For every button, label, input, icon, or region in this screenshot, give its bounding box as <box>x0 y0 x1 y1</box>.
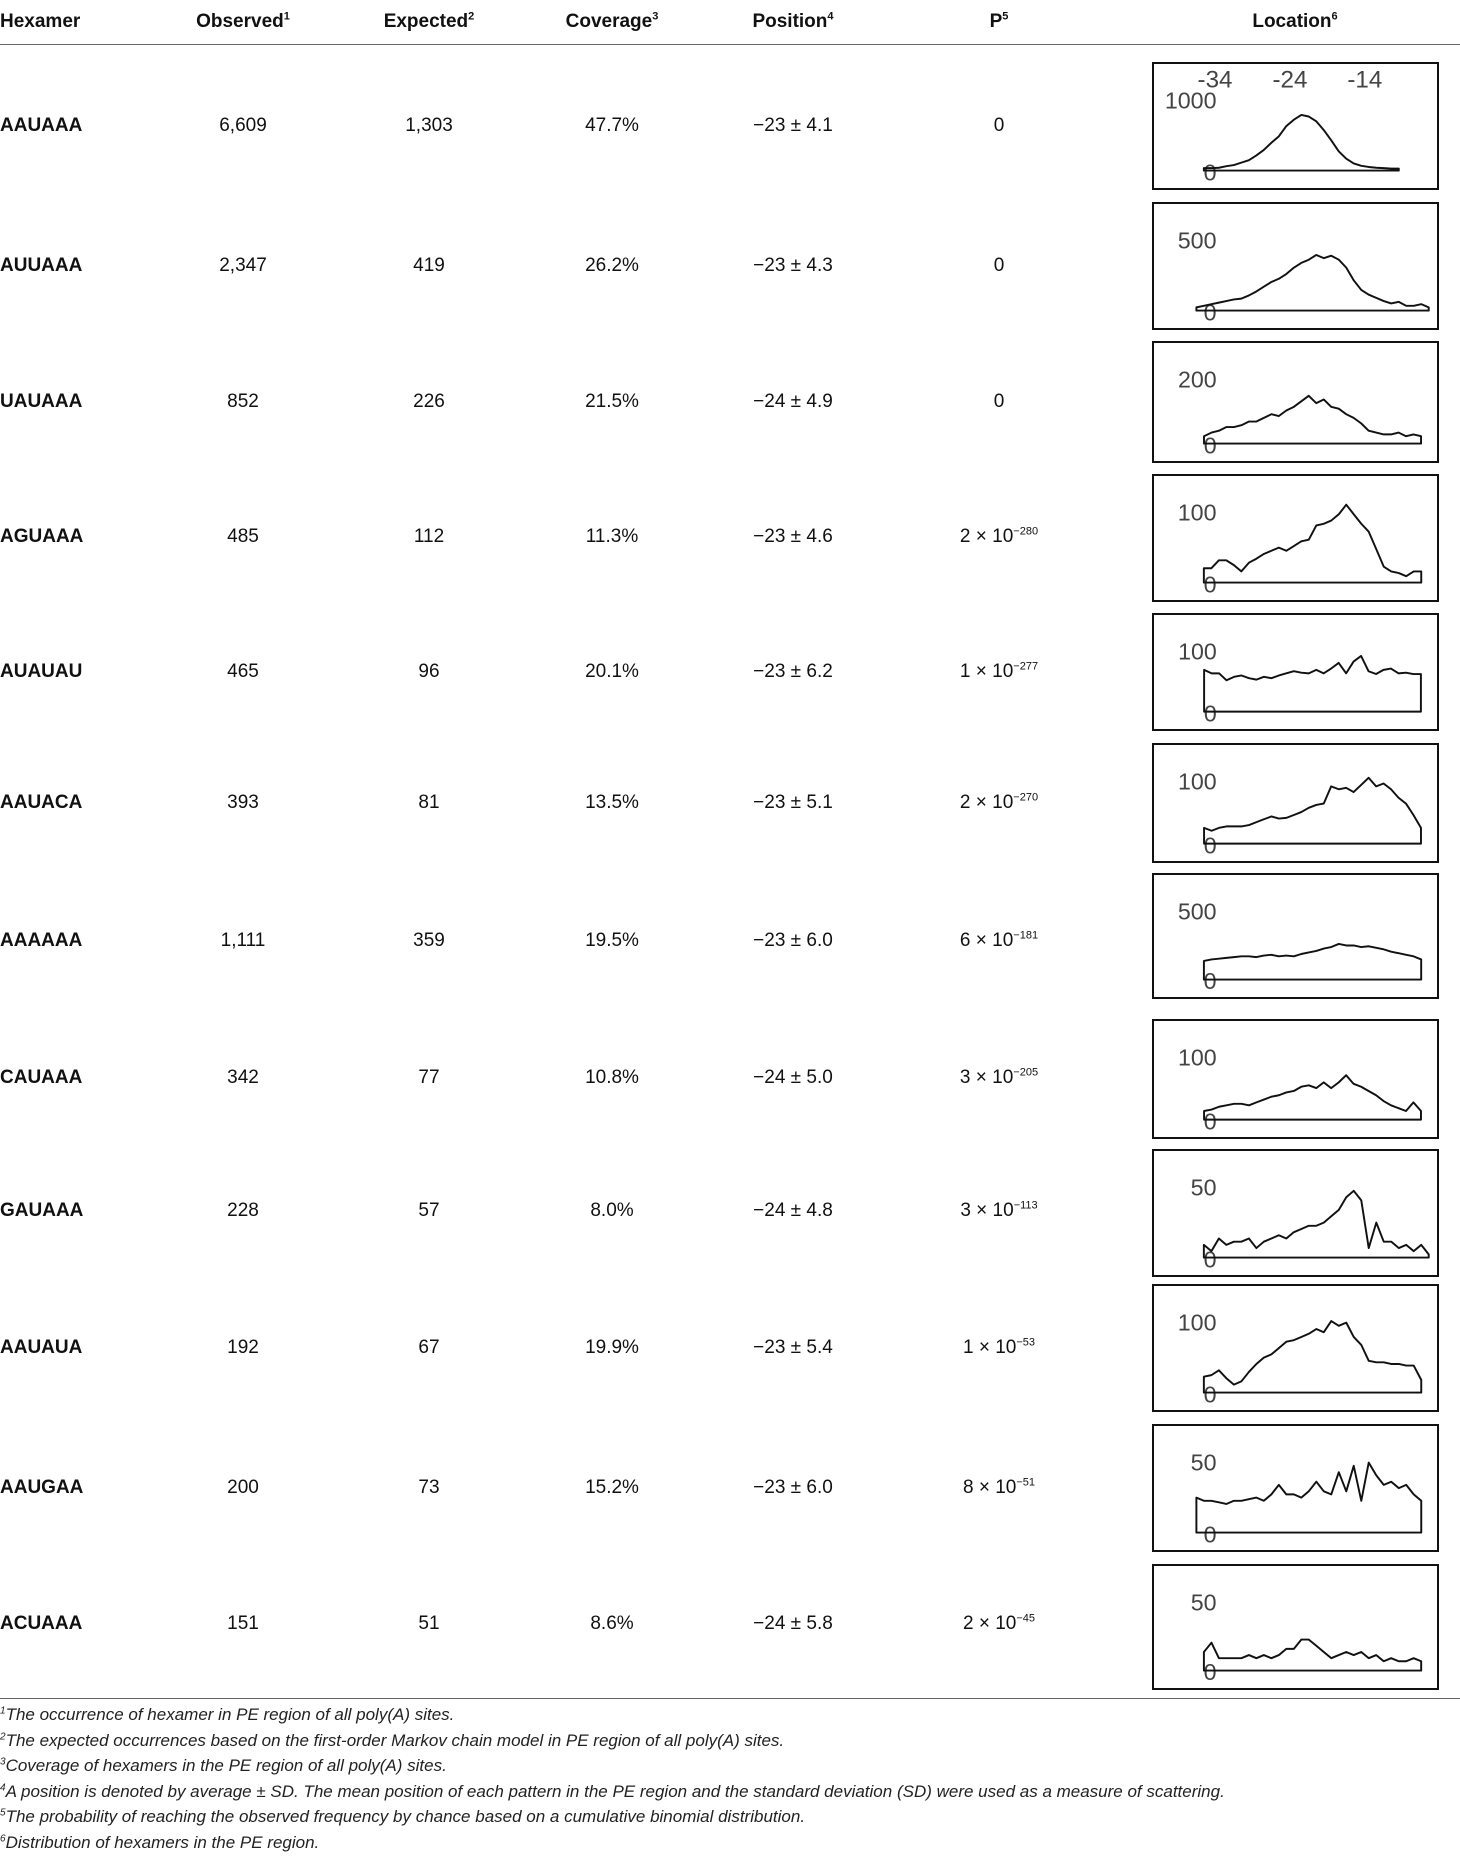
footnote-marker: 2 <box>468 10 475 23</box>
location-chart <box>1152 341 1439 463</box>
y-max-label: 500 <box>1177 227 1217 254</box>
cell-observed: 200 <box>227 1477 259 1498</box>
series-line <box>1196 255 1428 311</box>
series-line <box>1204 115 1399 171</box>
p-value-exponent: −113 <box>1013 1199 1038 1212</box>
p-value-base: 2 × 10 <box>959 526 1014 547</box>
cell-observed: 852 <box>227 391 259 412</box>
cell-position: −24 ± 5.8 <box>753 1613 833 1634</box>
y-max-label: 50 <box>1190 1449 1217 1476</box>
y-max-label: 100 <box>1177 1309 1217 1336</box>
y-zero-label: 0 <box>1203 1381 1217 1408</box>
cell-expected: 359 <box>413 930 445 951</box>
y-zero-label: 0 <box>1203 299 1217 326</box>
cell-coverage: 20.1% <box>585 661 639 682</box>
cell-expected: 77 <box>418 1067 440 1088</box>
cell-coverage: 26.2% <box>585 255 639 276</box>
series-line <box>1204 1191 1429 1258</box>
location-chart-svg <box>1154 1566 1437 1688</box>
location-chart-svg <box>1154 745 1437 861</box>
cell-position: −24 ± 4.8 <box>753 1200 833 1221</box>
cell-expected: 96 <box>418 661 440 682</box>
y-max-label: 200 <box>1177 366 1217 393</box>
y-zero-label: 0 <box>1203 1659 1217 1686</box>
location-chart <box>1152 873 1439 999</box>
cell-position: −23 ± 4.3 <box>753 255 833 276</box>
cell-hexamer: AAUGAA <box>0 1477 84 1498</box>
footnote-marker: 5 <box>1002 10 1009 23</box>
cell-coverage: 10.8% <box>585 1067 639 1088</box>
p-value-base: 2 × 10 <box>962 1613 1017 1634</box>
cell-position: −24 ± 4.9 <box>753 391 833 412</box>
footnote-number: 2 <box>0 1730 6 1742</box>
series-line <box>1204 505 1421 583</box>
column-header-label: Position <box>752 11 828 32</box>
x-tick-label: -24 <box>1272 66 1308 94</box>
cell-coverage: 19.9% <box>585 1337 639 1358</box>
y-zero-label: 0 <box>1203 432 1217 459</box>
footnote <box>0 1728 1440 1754</box>
cell-expected: 1,303 <box>405 115 453 136</box>
cell-p-value <box>889 1473 1109 1503</box>
y-zero-label: 0 <box>1203 159 1217 186</box>
cell-observed: 228 <box>227 1200 259 1221</box>
location-chart-svg <box>1154 1426 1437 1550</box>
series-line <box>1204 944 1421 980</box>
footnote-text: Distribution of hexamers in the PE region. <box>5 1832 320 1852</box>
location-chart-svg <box>1154 1286 1437 1410</box>
column-header-label: P <box>989 11 1003 32</box>
p-value-base: 3 × 10 <box>959 1067 1014 1088</box>
column-header-label: Coverage <box>565 11 653 32</box>
location-chart <box>1152 743 1439 863</box>
cell-position: −23 ± 5.4 <box>753 1337 833 1358</box>
cell-hexamer: UAUAAA <box>0 391 83 412</box>
location-chart-svg <box>1154 476 1437 600</box>
column-header-observed <box>143 0 343 44</box>
column-header-position <box>693 0 893 44</box>
cell-hexamer: AAUACA <box>0 792 83 813</box>
location-chart-svg <box>1154 1151 1437 1275</box>
cell-observed: 2,347 <box>219 255 267 276</box>
location-chart <box>1152 1424 1439 1552</box>
location-chart <box>1152 202 1439 330</box>
p-value-base: 0 <box>993 255 1005 276</box>
header-rule <box>0 44 1460 45</box>
y-max-label: 50 <box>1190 1589 1217 1616</box>
cell-p-value <box>889 1196 1109 1226</box>
footnote <box>0 1830 1440 1856</box>
cell-p-value <box>889 1063 1109 1093</box>
cell-expected: 226 <box>413 391 445 412</box>
y-zero-label: 0 <box>1203 1246 1217 1273</box>
cell-hexamer: ACUAAA <box>0 1613 83 1634</box>
footnote <box>0 1753 1440 1779</box>
y-max-label: 100 <box>1178 638 1217 665</box>
cell-hexamer: AUUAAA <box>0 255 83 276</box>
y-max-label: 1000 <box>1164 87 1217 114</box>
cell-p-value <box>889 657 1109 687</box>
footnotes <box>0 1702 1440 1855</box>
y-max-label: 500 <box>1177 898 1217 925</box>
location-chart-svg <box>1154 64 1437 188</box>
cell-coverage: 13.5% <box>585 792 639 813</box>
y-zero-label: 0 <box>1203 1521 1217 1548</box>
cell-expected: 73 <box>418 1477 440 1498</box>
cell-hexamer: CAUAAA <box>0 1067 83 1088</box>
y-zero-label: 0 <box>1203 571 1217 598</box>
cell-expected: 67 <box>418 1337 440 1358</box>
column-header-p <box>899 0 1099 44</box>
series-line <box>1196 1463 1421 1533</box>
p-value-base: 0 <box>993 115 1005 136</box>
x-tick-label: -34 <box>1197 66 1233 94</box>
footnote-marker: 1 <box>283 10 290 23</box>
location-chart <box>1152 613 1439 731</box>
cell-observed: 192 <box>227 1337 259 1358</box>
location-chart <box>1152 62 1439 190</box>
series-line <box>1204 778 1421 844</box>
cell-observed: 393 <box>227 792 259 813</box>
cell-position: −23 ± 4.1 <box>753 115 833 136</box>
cell-hexamer: AAUAAA <box>0 115 83 136</box>
footnote-text: The expected occurrences based on the first-order Markov chain model in PE region of all poly(A) sites. <box>5 1730 785 1750</box>
cell-coverage: 19.5% <box>585 930 639 951</box>
cell-coverage: 15.2% <box>585 1477 639 1498</box>
p-value-base: 2 × 10 <box>959 792 1014 813</box>
cell-position: −23 ± 5.1 <box>753 792 833 813</box>
p-value-exponent: −53 <box>1016 1336 1036 1349</box>
column-header-label: Location <box>1252 11 1332 32</box>
y-zero-label: 0 <box>1203 968 1217 995</box>
cell-p-value <box>889 251 1109 281</box>
y-max-label: 100 <box>1178 1044 1217 1071</box>
p-value-base: 1 × 10 <box>962 1337 1017 1358</box>
location-chart-svg <box>1154 615 1437 729</box>
column-header-location <box>1195 0 1395 44</box>
cell-coverage: 8.6% <box>590 1613 634 1634</box>
cell-position: −24 ± 5.0 <box>753 1067 833 1088</box>
footnote-text: The occurrence of hexamer in PE region of all poly(A) sites. <box>5 1705 455 1724</box>
cell-expected: 57 <box>418 1200 440 1221</box>
cell-coverage: 11.3% <box>585 526 639 547</box>
series-line <box>1204 1640 1421 1671</box>
cell-p-value <box>889 387 1109 417</box>
location-chart-svg <box>1154 343 1437 461</box>
p-value-base: 6 × 10 <box>959 930 1014 951</box>
cell-position: −23 ± 6.0 <box>753 930 833 951</box>
p-value-exponent: −51 <box>1016 1476 1036 1489</box>
footnote-text: Coverage of hexamers in the PE region of all poly(A) sites. <box>5 1756 447 1775</box>
series-line <box>1204 656 1421 712</box>
cell-position: −23 ± 6.2 <box>753 661 833 682</box>
cell-p-value <box>889 1609 1109 1639</box>
p-value-base: 0 <box>993 391 1005 412</box>
column-header-hexamer <box>0 0 120 44</box>
footnote-number: 1 <box>0 1705 6 1717</box>
cell-expected: 81 <box>418 792 440 813</box>
cell-hexamer: GAUAAA <box>0 1200 84 1221</box>
footnote-marker: 6 <box>1331 10 1338 23</box>
cell-coverage: 47.7% <box>585 115 639 136</box>
cell-expected: 419 <box>413 255 445 276</box>
cell-p-value <box>889 1333 1109 1363</box>
x-tick-label: -14 <box>1347 66 1383 94</box>
location-chart-svg <box>1154 875 1437 997</box>
p-value-exponent: −205 <box>1013 1066 1039 1079</box>
cell-position: −23 ± 6.0 <box>753 1477 833 1498</box>
footnote <box>0 1804 1440 1830</box>
cell-expected: 51 <box>418 1613 440 1634</box>
y-max-label: 100 <box>1177 499 1217 526</box>
y-zero-label: 0 <box>1203 700 1217 727</box>
cell-hexamer: AAUAUA <box>0 1337 83 1358</box>
column-header-label: Observed <box>196 11 284 32</box>
location-chart <box>1152 1284 1439 1412</box>
y-max-label: 100 <box>1178 768 1217 795</box>
p-value-exponent: −280 <box>1013 525 1039 538</box>
cell-hexamer: AGUAAA <box>0 526 84 547</box>
cell-observed: 151 <box>227 1613 259 1634</box>
cell-observed: 342 <box>227 1067 259 1088</box>
cell-coverage: 8.0% <box>590 1200 634 1221</box>
p-value-exponent: −277 <box>1013 660 1039 673</box>
p-value-exponent: −270 <box>1013 791 1039 804</box>
footnote-marker: 3 <box>652 10 659 23</box>
p-value-exponent: −45 <box>1016 1612 1036 1625</box>
p-value-base: 1 × 10 <box>959 661 1014 682</box>
y-max-label: 50 <box>1190 1174 1217 1201</box>
footnote-text: A position is denoted by average ± SD. The mean position of each pattern in the PE region and the standard deviation (SD) were used as a measure of scattering. <box>5 1781 1225 1801</box>
cell-position: −23 ± 4.6 <box>753 526 833 547</box>
location-chart <box>1152 474 1439 602</box>
p-value-base: 3 × 10 <box>960 1200 1014 1221</box>
cell-p-value <box>889 788 1109 818</box>
location-chart <box>1152 1564 1439 1690</box>
cell-coverage: 21.5% <box>585 391 639 412</box>
y-zero-label: 0 <box>1203 832 1217 859</box>
y-zero-label: 0 <box>1203 1108 1217 1135</box>
cell-hexamer: AAAAAA <box>0 930 83 951</box>
series-line <box>1204 1321 1421 1392</box>
cell-observed: 6,609 <box>219 115 267 136</box>
footnote-marker: 4 <box>827 10 834 23</box>
footnote-number: 3 <box>0 1756 6 1768</box>
footer-rule <box>0 1698 1460 1699</box>
p-value-exponent: −181 <box>1013 929 1039 942</box>
cell-observed: 465 <box>227 661 259 682</box>
footnote <box>0 1702 1440 1728</box>
cell-p-value <box>889 111 1109 141</box>
series-line <box>1204 396 1421 444</box>
cell-observed: 485 <box>227 526 259 547</box>
location-chart <box>1152 1019 1439 1139</box>
p-value-base: 8 × 10 <box>962 1477 1017 1498</box>
cell-observed: 1,111 <box>220 930 266 951</box>
location-chart-svg <box>1154 204 1437 328</box>
location-chart-svg <box>1154 1021 1437 1137</box>
footnote-number: 6 <box>0 1832 6 1844</box>
cell-hexamer: AUAUAU <box>0 661 83 682</box>
footnote-text: The probability of reaching the observed frequency by chance based on a cumulative binomial distribution. <box>5 1807 806 1826</box>
column-header-expected <box>329 0 529 44</box>
cell-p-value <box>889 926 1109 956</box>
cell-p-value <box>889 522 1109 552</box>
location-chart <box>1152 1149 1439 1277</box>
footnote <box>0 1779 1440 1805</box>
series-line <box>1204 1075 1421 1119</box>
footnote-number: 5 <box>0 1807 6 1819</box>
footnote-number: 4 <box>0 1781 6 1793</box>
column-header-label: Hexamer <box>0 11 81 32</box>
column-header-coverage <box>512 0 712 44</box>
column-header-label: Expected <box>383 11 469 32</box>
cell-expected: 112 <box>413 526 445 547</box>
